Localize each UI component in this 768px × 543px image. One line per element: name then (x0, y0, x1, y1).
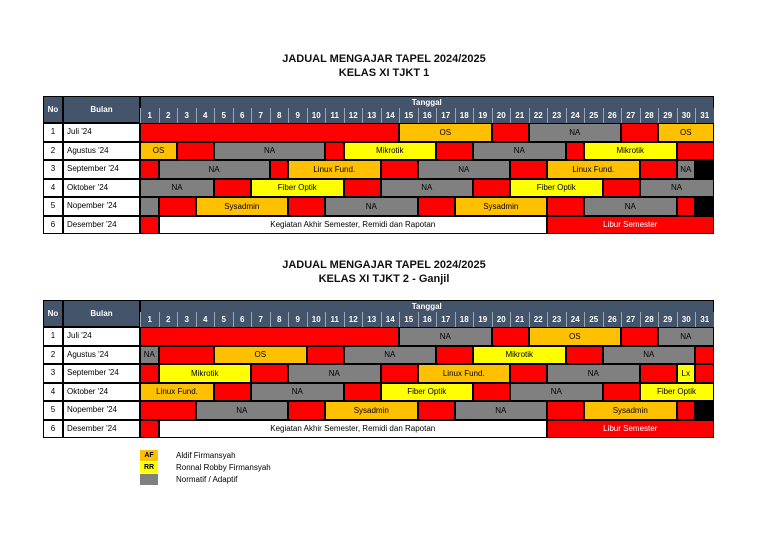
segment-label: NA (670, 183, 683, 193)
schedule-segment (214, 383, 251, 402)
schedule-segment (344, 383, 381, 402)
day-number: 3 (177, 108, 196, 123)
segment-label: Fiber Optik (536, 183, 576, 193)
segment-label: Linux Fund. (156, 387, 198, 397)
row-no: 2 (43, 142, 63, 161)
day-number: 20 (492, 108, 511, 123)
row-month: September '24 (63, 364, 140, 383)
day-number: 16 (418, 312, 437, 327)
day-number: 5 (214, 312, 233, 327)
schedule-segment (140, 216, 159, 235)
day-number: 26 (603, 312, 622, 327)
day-number: 4 (196, 312, 215, 327)
schedule-segment (695, 401, 714, 420)
schedule-segment (196, 401, 289, 420)
schedule-segment (159, 346, 215, 365)
day-number: 30 (677, 312, 696, 327)
segment-label: NA (458, 164, 470, 174)
schedule-segment (288, 364, 381, 383)
schedule-segment (473, 179, 510, 198)
day-number: 9 (288, 108, 307, 123)
segment-label: Libur Semester (603, 220, 658, 230)
segment-label: NA (291, 387, 303, 397)
segment-label: NA (569, 127, 581, 137)
schedule-segment (547, 420, 714, 439)
schedule-segment (399, 327, 492, 346)
legend-label: Normatif / Adaptif (176, 475, 238, 484)
day-number: 29 (658, 312, 677, 327)
schedule-segment (140, 327, 399, 346)
day-number: 3 (177, 312, 196, 327)
schedule-segment (529, 327, 622, 346)
schedule-segment (381, 160, 418, 179)
segment-label: Mikrotik (505, 350, 534, 360)
row-month: Nopember '24 (63, 401, 140, 420)
schedule-segment (159, 420, 548, 439)
day-number: 29 (658, 108, 677, 123)
legend-swatch: AF (140, 450, 158, 461)
schedule-segment (510, 179, 603, 198)
day-number: 6 (233, 312, 252, 327)
row-no: 4 (43, 383, 63, 402)
segment-label: Kegiatan Akhir Semester, Remidi dan Rapotan (270, 220, 436, 230)
day-number: 4 (196, 108, 215, 123)
segment-label: Libur Semester (603, 424, 658, 434)
day-number: 28 (640, 312, 659, 327)
schedule-segment (510, 383, 603, 402)
day-number: 17 (436, 108, 455, 123)
header-no: No (43, 300, 63, 327)
day-number: 22 (529, 312, 548, 327)
schedule-segment (325, 142, 344, 161)
segment-label: NA (208, 164, 220, 174)
schedule-segment (159, 364, 252, 383)
header-date: Tanggal (140, 96, 714, 108)
schedule-segment (196, 197, 289, 216)
schedule-segment (251, 179, 344, 198)
schedule-segment (418, 401, 455, 420)
schedule-segment (177, 142, 214, 161)
day-number: 10 (307, 108, 326, 123)
segment-label: NA (513, 146, 525, 156)
day-number: 30 (677, 108, 696, 123)
schedule-segment (381, 179, 474, 198)
schedule-segment (547, 364, 640, 383)
segment-label: NA (263, 146, 276, 156)
segment-label: NA (643, 350, 655, 360)
schedule-segment (140, 123, 399, 142)
schedule-segment (584, 401, 677, 420)
table-subtitle: KELAS XI TJKT 1 (338, 67, 430, 79)
header-month: Bulan (63, 300, 140, 327)
schedule-segment (214, 346, 307, 365)
day-number: 15 (399, 312, 418, 327)
row-month: Oktober '24 (63, 179, 140, 198)
schedule-segment (214, 179, 251, 198)
segment-label: NA (680, 331, 692, 341)
day-number: 14 (381, 108, 400, 123)
day-number: 25 (584, 312, 603, 327)
segment-label: Mikrotik (190, 368, 219, 378)
row-no: 5 (43, 197, 63, 216)
day-number: 1 (140, 108, 159, 123)
schedule-segment (455, 401, 548, 420)
schedule-segment (140, 142, 177, 161)
segment-label: NA (236, 405, 248, 415)
schedule-segment (436, 346, 473, 365)
schedule-segment (159, 160, 270, 179)
schedule-segment (658, 327, 714, 346)
day-number: 2 (159, 312, 178, 327)
day-number: 7 (251, 108, 270, 123)
segment-label: NA (495, 405, 507, 415)
schedule-segment (492, 123, 529, 142)
segment-label: Linux Fund. (442, 368, 485, 378)
schedule-segment (270, 160, 289, 179)
segment-label: OS (568, 331, 581, 341)
legend-swatch: RR (140, 462, 158, 473)
day-number: 11 (325, 108, 344, 123)
day-number: 7 (251, 312, 270, 327)
day-number: 23 (547, 108, 566, 123)
day-number: 12 (344, 108, 363, 123)
schedule-segment (473, 346, 566, 365)
day-number: 19 (473, 108, 492, 123)
segment-label: NA (439, 331, 451, 341)
day-number: 16 (418, 108, 437, 123)
day-number: 6 (233, 108, 252, 123)
schedule-segment (344, 346, 437, 365)
schedule-segment (695, 346, 714, 365)
day-number: 14 (381, 312, 400, 327)
day-number: 20 (492, 312, 511, 327)
schedule-segment (695, 197, 714, 216)
day-number: 8 (270, 108, 289, 123)
schedule-segment (140, 197, 159, 216)
row-month: September '24 (63, 160, 140, 179)
segment-label: OS (679, 127, 692, 137)
schedule-segment (159, 216, 548, 235)
day-number: 5 (214, 108, 233, 123)
schedule-segment (399, 123, 492, 142)
schedule-segment (436, 142, 473, 161)
segment-label: Fiber Optik (656, 387, 697, 397)
header-no: No (43, 96, 63, 123)
segment-label: NA (550, 387, 562, 397)
schedule-segment (455, 197, 548, 216)
schedule-segment (621, 123, 658, 142)
schedule-segment (325, 401, 418, 420)
row-no: 4 (43, 179, 63, 198)
day-number: 21 (510, 108, 529, 123)
row-month: Juli '24 (63, 327, 140, 346)
table-title: JADUAL MENGAJAR TAPEL 2024/2025 (282, 259, 486, 271)
schedule-segment (584, 142, 677, 161)
schedule-segment (159, 197, 196, 216)
segment-label: Sysadmin (224, 201, 260, 211)
schedule-segment (547, 216, 714, 235)
table-title: JADUAL MENGAJAR TAPEL 2024/2025 (282, 53, 486, 65)
row-month: Desember '24 (63, 420, 140, 439)
schedule-segment (529, 123, 622, 142)
schedule-segment (381, 383, 474, 402)
schedule-segment (140, 364, 159, 383)
segment-label: Mikrotik (616, 146, 645, 156)
schedule-segment (418, 160, 511, 179)
day-number: 11 (325, 312, 344, 327)
schedule-segment (547, 197, 584, 216)
row-no: 6 (43, 216, 63, 235)
segment-label: Mikrotik (375, 146, 404, 156)
schedule-segment (547, 160, 640, 179)
day-number: 13 (362, 108, 381, 123)
segment-label: Kegiatan Akhir Semester, Remidi dan Rapotan (270, 424, 436, 434)
day-number: 27 (621, 312, 640, 327)
segment-label: NA (143, 350, 155, 360)
segment-label: NA (421, 183, 433, 193)
schedule-segment (584, 197, 677, 216)
day-number: 21 (510, 312, 529, 327)
schedule-segment (473, 383, 510, 402)
row-month: Oktober '24 (63, 383, 140, 402)
segment-label: Sysadmin (612, 405, 648, 415)
schedule-segment (547, 401, 584, 420)
schedule-segment (621, 327, 658, 346)
schedule-segment (677, 160, 696, 179)
schedule-segment (140, 160, 159, 179)
schedule-segment (307, 346, 344, 365)
schedule-segment (603, 346, 696, 365)
segment-label: NA (171, 183, 183, 193)
day-number: 26 (603, 108, 622, 123)
day-number: 9 (288, 312, 307, 327)
schedule-segment (695, 160, 714, 179)
schedule-segment (344, 179, 381, 198)
schedule-segment (140, 179, 214, 198)
schedule-segment (344, 142, 437, 161)
day-number: 24 (566, 108, 585, 123)
row-no: 2 (43, 346, 63, 365)
day-number: 19 (473, 312, 492, 327)
day-number: 18 (455, 312, 474, 327)
day-number: 31 (695, 312, 714, 327)
day-number: 18 (455, 108, 474, 123)
segment-label: Lx (681, 368, 690, 378)
schedule-segment (640, 364, 677, 383)
schedule-segment (677, 364, 696, 383)
segment-label: NA (587, 368, 599, 378)
schedule-segment (640, 179, 714, 198)
segment-label: OS (152, 146, 165, 156)
day-number: 10 (307, 312, 326, 327)
schedule-segment (288, 197, 325, 216)
segment-label: NA (624, 201, 636, 211)
row-month: Agustus '24 (63, 142, 140, 161)
segment-label: Sysadmin (483, 201, 519, 211)
schedule-segment (603, 179, 640, 198)
schedule-segment (418, 197, 455, 216)
segment-label: NA (680, 164, 692, 174)
schedule-segment (640, 383, 714, 402)
schedule-segment (658, 123, 714, 142)
row-no: 5 (43, 401, 63, 420)
segment-label: NA (365, 201, 377, 211)
schedule-segment (140, 420, 159, 439)
schedule-segment (566, 346, 603, 365)
schedule-segment (492, 327, 529, 346)
day-number: 22 (529, 108, 548, 123)
legend-label: Aldif Firmansyah (176, 451, 236, 460)
schedule-segment (677, 142, 714, 161)
schedule-segment (640, 160, 677, 179)
day-number: 28 (640, 108, 659, 123)
schedule-segment (140, 401, 196, 420)
schedule-segment (677, 401, 696, 420)
day-number: 25 (584, 108, 603, 123)
legend-swatch (140, 474, 158, 485)
segment-label: Fiber Optik (407, 387, 447, 397)
segment-label: NA (384, 350, 396, 360)
day-number: 17 (436, 312, 455, 327)
row-no: 1 (43, 327, 63, 346)
day-number: 24 (566, 312, 585, 327)
day-number: 15 (399, 108, 418, 123)
day-number: 2 (159, 108, 178, 123)
schedule-segment (325, 197, 418, 216)
day-number: 31 (695, 108, 714, 123)
schedule-segment (288, 401, 325, 420)
day-number: 1 (140, 312, 159, 327)
schedule-segment (140, 383, 214, 402)
segment-label: NA (328, 368, 340, 378)
row-no: 6 (43, 420, 63, 439)
row-month: Agustus '24 (63, 346, 140, 365)
schedule-segment (418, 364, 511, 383)
segment-label: Sysadmin (353, 405, 389, 415)
segment-label: Fiber Optik (277, 183, 317, 193)
segment-label: OS (254, 350, 267, 360)
day-number: 27 (621, 108, 640, 123)
schedule-segment (251, 364, 288, 383)
day-number: 8 (270, 312, 289, 327)
header-month: Bulan (63, 96, 140, 123)
schedule-segment (566, 142, 585, 161)
schedule-segment (381, 364, 418, 383)
day-number: 13 (362, 312, 381, 327)
day-number: 12 (344, 312, 363, 327)
schedule-segment (140, 346, 159, 365)
segment-label: Linux Fund. (313, 164, 356, 174)
schedule-segment (214, 142, 325, 161)
schedule-segment (677, 197, 696, 216)
schedule-segment (288, 160, 381, 179)
schedule-segment (510, 364, 547, 383)
schedule-segment (473, 142, 566, 161)
row-month: Nopember '24 (63, 197, 140, 216)
row-no: 1 (43, 123, 63, 142)
row-month: Desember '24 (63, 216, 140, 235)
row-month: Juli '24 (63, 123, 140, 142)
schedule-segment (603, 383, 640, 402)
schedule-segment (695, 364, 714, 383)
segment-label: OS (439, 127, 452, 137)
schedule-segment (510, 160, 547, 179)
segment-label: Linux Fund. (572, 164, 615, 174)
table-subtitle: KELAS XI TJKT 2 - Ganjil (318, 273, 450, 285)
row-no: 3 (43, 364, 63, 383)
legend-label: Ronnal Robby Firmansyah (176, 463, 271, 472)
header-date: Tanggal (140, 300, 714, 312)
schedule-segment (251, 383, 344, 402)
row-no: 3 (43, 160, 63, 179)
day-number: 23 (547, 312, 566, 327)
